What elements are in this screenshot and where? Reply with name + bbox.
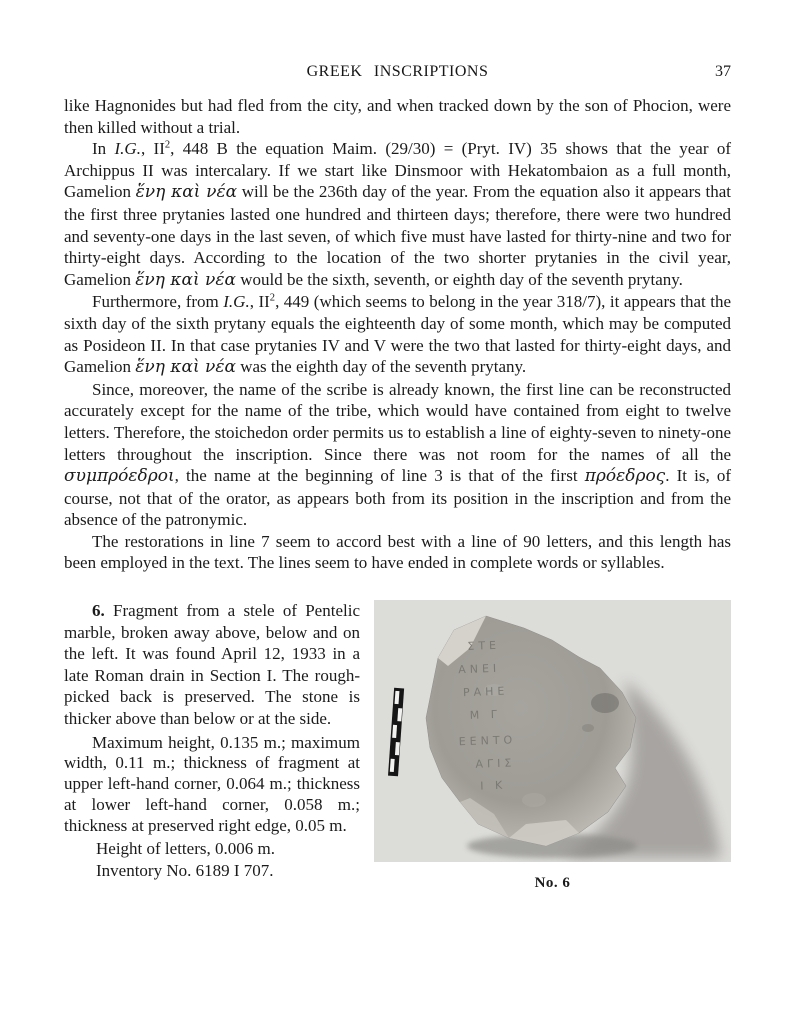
entry-description: 6. Fragment from a stele of Pentelic marble, broken away above, below and on the left. It was found April 12, 1933 in a late Roman drain in Section I. The rough-picked back is preserved. The stone is thicker above than below or at the side. [64,601,360,729]
body-paragraph: The restorations in line 7 seem to accord best with a line of 90 letters, and this length has been employed in the text. The lines seem to have ended in complete words or syllables. [64,531,731,573]
inscription-row: ΣΤΕ [467,638,501,653]
entry-inventory-number: Inventory No. 6189 I 707. [96,860,274,880]
entry-text-column [64,600,360,892]
entry-letter-height: Height of letters, 0.006 m. [96,838,275,858]
inscription-row: ΑΝΕΙ [457,661,501,677]
page-title: GREEK INSCRIPTIONS [306,63,489,80]
figure-column [374,600,731,892]
body-paragraph: like Hagnonides but had fled from the city, and when tracked down by the son of Phocion, were then killed without a trial. [64,96,731,137]
body-text [64,95,731,574]
inscription-row: ΑΓΙΣ [475,756,516,771]
figure-photo [374,600,731,862]
catalog-entry-section [64,600,731,892]
inscription-row: ΡΑΗΕ [462,684,509,700]
stone-pit-small [582,724,594,732]
inscription-row: Μ Γ [469,707,502,722]
stone-pit [591,693,619,713]
stone-fragment-image [374,600,731,862]
inscription-row: Ι Κ [480,778,507,793]
entry-measurements: Maximum height, 0.135 m.; maximum width, 0.11 m.; thickness of fragment at upper left-hand corner, 0.064 m.; thickness at lower left-hand corner, 0.058 m.; thickness at preserved right edge, 0.05 m. [64,732,360,835]
inscription-row: ΕΕΝΤΟ [458,733,517,749]
stone-texture-spot2 [522,793,546,807]
figure-caption: No. 6 [534,875,571,892]
body-paragraph: In I.G., $II^2$, 448 B the equation Maim. (29/30) = (Pryt. IV) 35 shows that the year of Archippus II was intercalary. If we start like Dinsmoor with Hekatombaion as a full month, Gamelion ἕνη καὶ νέα will be the 236th day of the year. From the equation also it appears that the first three prytanies lasted one hundred and thirteen days; therefore, there were two hundred and seventy-one days in the last seven, of which five must have lasted for thirty-nine and two for thirty-eight days. According to the location of the two shorter prytanies in the civil year, Gamelion ἕνη καὶ νέα would be the sixth, seventh, or eighth day of the seventh prytany. [64,139,731,290]
page-header [64,63,731,95]
body-paragraph: Furthermore, from I.G., $II^2$, 449 (which seems to belong in the year 318/7), it appears that the sixth day of the sixth prytany equals the eighteenth day of some month, which may be computed as Posideon II. In that case prytanies IV and V were the two that lasted for thirty-eight days, and Gamelion ἕνη καὶ νέα was the eighth day of the seventh prytany. [64,292,731,378]
page-number: 37 [715,63,731,80]
body-paragraph: Since, moreover, the name of the scribe is already known, the first line can be reconstructed accurately except for the name of the tribe, which would have contained from eight to twelve letters. Therefore, the stoichedon order permits us to establish a line of eighty-seven to ninety-one letters throughout the inscription. Since there was not room for the names of all the συμπρόεδροι, the name at the beginning of line 3 is that of the first πρόεδρος. It is, of course, not that of the orator, as appears both from its position in the inscription and from the absence of the patronymic. [64,379,731,530]
